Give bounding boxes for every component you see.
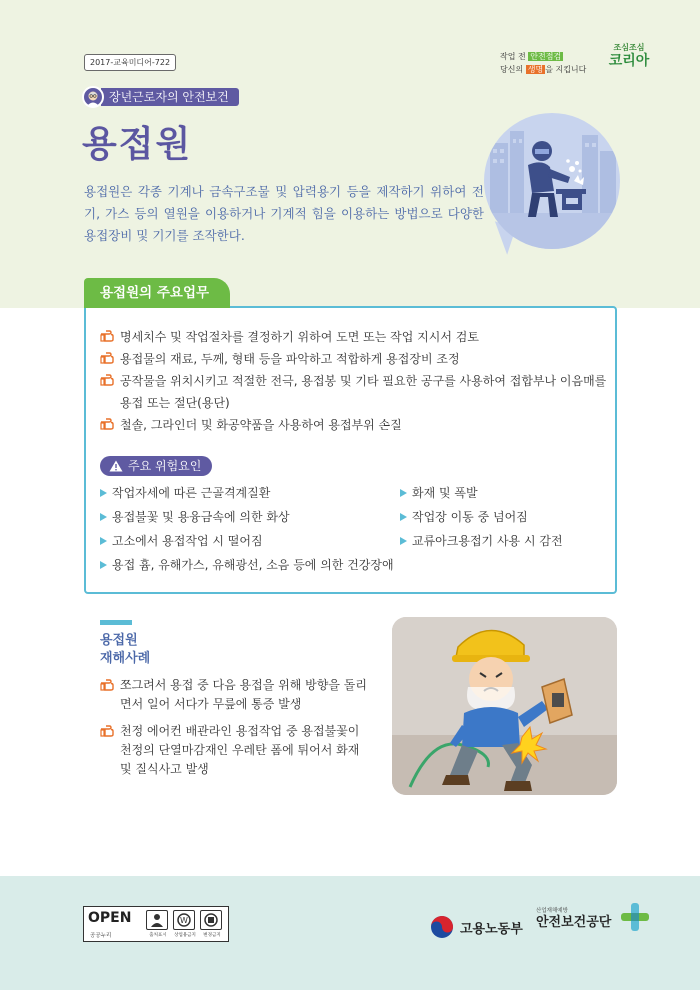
list-item: 용접 흄, 유해가스, 유해광선, 소음 등에 의한 건강장애 <box>100 553 400 577</box>
taegeuk-icon <box>430 915 454 939</box>
attribution-icon: 출처표시 <box>146 910 168 930</box>
warning-icon <box>109 460 123 472</box>
pointing-hand-icon <box>100 418 116 430</box>
svg-text:W: W <box>180 916 188 925</box>
risk-list-right <box>400 481 610 553</box>
duty-list <box>100 326 610 436</box>
list-item: 명세치수 및 작업절차를 결정하기 위하여 도면 또는 작업 지시서 검토 <box>100 326 610 348</box>
slogan-highlight-inspection: 안전점검 <box>530 52 562 61</box>
list-item: 용접불꽃 및 용융금속에 의한 화상 <box>100 505 400 529</box>
bullet-triangle-icon <box>100 537 107 545</box>
list-item: 천정 에어컨 배관라인 용접작업 중 용접불꽃이 천정의 단열마감재인 우레탄 폼에 튀어서 화재 및 질식사고 발생 <box>100 722 374 779</box>
accident-case-list <box>100 676 374 787</box>
safety-slogan: 작업 전 안전점검 당신의 생명 을 지킵니다 <box>500 52 587 74</box>
kosha-cross-icon <box>620 902 650 932</box>
slogan-highlight-life: 생명 <box>527 65 544 74</box>
list-item: 쪼그려서 용접 중 다음 용접을 위해 방향을 돌리면서 일어 서다가 무릎에 통증 발생 <box>100 676 374 714</box>
list-item: 작업장 이동 중 넘어짐 <box>400 505 610 529</box>
careful-korea-logo: 조심조심 코리아 <box>608 43 650 69</box>
pointing-hand-icon <box>100 374 116 386</box>
welder-illustration <box>484 113 620 249</box>
risk-list-left <box>100 481 400 577</box>
ministry-of-employment-logo: 고용노동부 <box>430 913 523 941</box>
kogl-open-license-logo: OPEN 공공누리 출처표시 W 상업용금지 변경금지 <box>83 906 229 942</box>
bullet-triangle-icon <box>100 513 107 521</box>
list-item: 공작물을 위치시키고 적절한 전극, 용접봉 및 기타 필요한 공구를 사용하여 접합부나 이음매를 용접 또는 절단(용단) <box>100 370 610 414</box>
list-item: 철솔, 그라인더 및 화공약품을 사용하여 용접부위 손질 <box>100 414 610 436</box>
list-item: 작업자세에 따른 근골격계질환 <box>100 481 400 505</box>
pointing-hand-icon <box>100 679 116 691</box>
list-item: 교류아크용접기 사용 시 감전 <box>400 529 610 553</box>
kosha-logo: 산업재해예방 안전보건공단 <box>536 906 611 942</box>
list-item: 화재 및 폭발 <box>400 481 610 505</box>
bullet-triangle-icon <box>100 489 107 497</box>
list-item: 용접물의 재료, 두께, 형태 등을 파악하고 적합하게 용접장비 조정 <box>100 348 610 370</box>
no-derivatives-icon: 변경금지 <box>200 910 222 930</box>
list-item: 고소에서 용접작업 시 떨어짐 <box>100 529 400 553</box>
knee-pain-illustration <box>392 617 617 795</box>
bullet-triangle-icon <box>400 537 407 545</box>
bullet-triangle-icon <box>400 489 407 497</box>
duties-header: 용접원의 주요업무 <box>84 278 230 308</box>
section-accent-bar <box>100 620 132 625</box>
non-commercial-icon: W 상업용금지 <box>173 910 195 930</box>
pointing-hand-icon <box>100 330 116 342</box>
risk-factors-badge: 주요 위험요인 <box>100 456 212 476</box>
bullet-triangle-icon <box>100 561 107 569</box>
pointing-hand-icon <box>100 352 116 364</box>
series-label: 장년근로자의 안전보건 <box>82 86 239 108</box>
page-title: 용접원 <box>82 124 193 165</box>
elderly-worker-icon <box>82 86 104 108</box>
job-intro: 용접원은 각종 기계나 금속구조물 및 압력용기 등을 제작하기 위하여 전기, 가스 등의 열원을 이용하거나 기계적 힘을 이용하는 방법으로 다양한 용접장비 및 기기를 조작한다. <box>84 184 484 243</box>
bullet-triangle-icon <box>400 513 407 521</box>
accident-cases-title: 용접원 재해사례 <box>100 633 151 666</box>
pointing-hand-icon <box>100 725 116 737</box>
publication-code: 2017-교육미디어-722 <box>84 54 176 71</box>
